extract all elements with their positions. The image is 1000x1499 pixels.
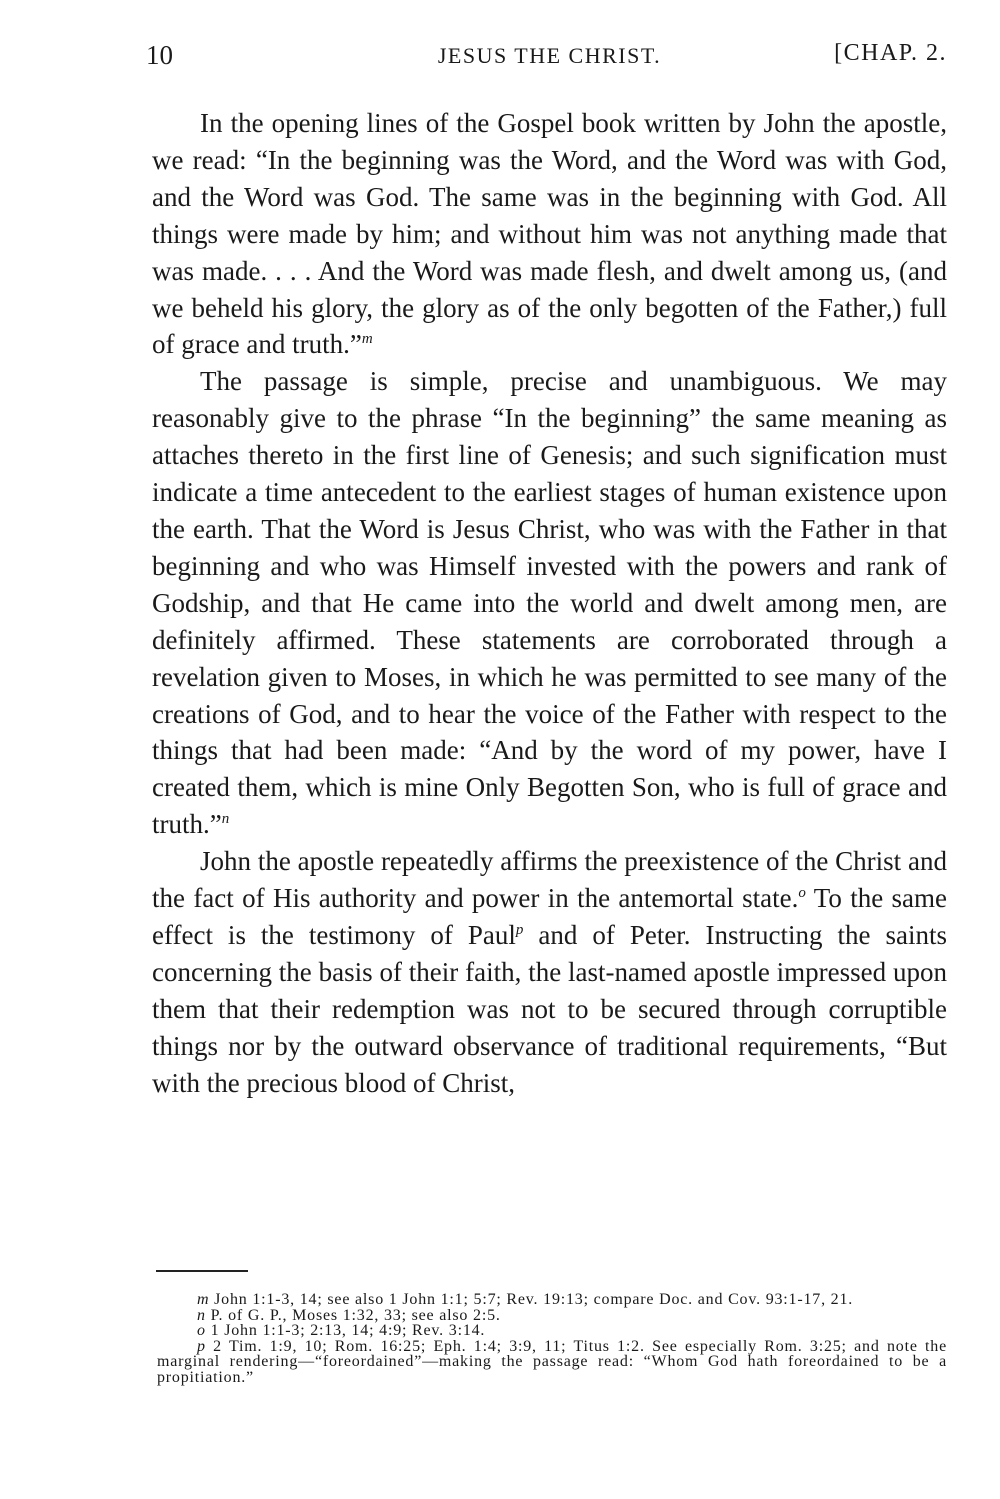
footnote-text: John 1:1-3, 14; see also 1 John 1:1; 5:7; Rev. 19:13; compare Doc. and Cov. 93:1-17, 21. [209,1291,854,1308]
paragraph-text: To the same effect is the testimony of Paul [152,883,947,950]
footnote-text: P. of G. P., Moses 1:32, 33; see also 2:5. [205,1306,501,1324]
running-header [146,40,947,80]
footnote-mark: p [197,1337,206,1355]
main-text [152,105,947,1101]
footnote-divider [156,1270,248,1272]
footnote-ref: n [221,811,230,828]
footnote-text: 1 John 1:1-3; 2:13, 14; 4:9; Rev. 3:14. [205,1322,486,1340]
footnotes [157,1292,947,1386]
footnote-mark: n [197,1306,206,1324]
paragraph-2 [152,363,947,843]
footnote [157,1308,947,1324]
page-number: 10 [146,40,173,70]
paragraph-text: In the opening lines of the Gospel book written by John the apostle, we read: “In the beginning was the Word, and the Word was with God, and the Word was God. The same was in the beginning with God. All things were made by him; and without him was not anything made that was made. . . . And the Word was made flesh, and dwelt among us, (and we beheld his glory, the glory as of the only begotten of the Father,) full of grace and truth.” [152,108,947,360]
paragraph-text: John the apostle repeatedly affirms the preexistence of the Christ and the fact of His authority and power in the antemortal state. [152,846,947,914]
footnote-ref: m [361,331,373,348]
paragraph-1 [152,105,947,363]
footnote [157,1292,947,1308]
paragraph-text: The passage is simple, precise and unambiguous. We may reasonably give to the phrase “In the beginning” the same meaning as attaches thereto in the first line of Genesis; and such signification must indicate a time antecedent to the earliest stages of human existence upon the earth. That the Word is Jesus Christ, who was with the Father in that beginning and who was Himself invested with the powers and rank of Godship, and that He came into the world and dwelt among men, are definitely affirmed. These statements are corroborated through a revelation given to Moses, in which he was permitted to see many of the creations of God, and to hear the voice of the Father with respect to the things that had been made: “And by the word of my power, have I created them, which is mine Only Begotten Son, who is full of grace and truth.” [152,366,947,840]
footnote-text: 2 Tim. 1:9, 10; Rom. 16:25; Eph. 1:4; 3:9, 11; Titus 1:2. See especially Rom. 3:25; and note the marginal rendering—“foreordained”—making the passage read: “Whom God hath foreordained to be a propitiation.” [157,1337,947,1386]
footnote [157,1323,947,1339]
footnote-ref: o [798,885,806,902]
running-title: JESUS THE CHRIST. [437,43,662,68]
chapter-label: [CHAP. 2. [834,40,947,66]
footnote-mark: m [197,1291,210,1308]
footnote-ref: p [515,921,524,938]
footnote-mark: o [197,1322,206,1340]
paragraph-3 [152,843,947,1101]
paragraph-text: and of Peter. Instructing the saints concerning the basis of their faith, the last-named apostle impressed upon them that their redemption was not to be secured through corruptible things nor by the outward observance of traditional requirements, “But with the precious blood of Christ, [152,919,947,1098]
footnote [157,1339,947,1386]
